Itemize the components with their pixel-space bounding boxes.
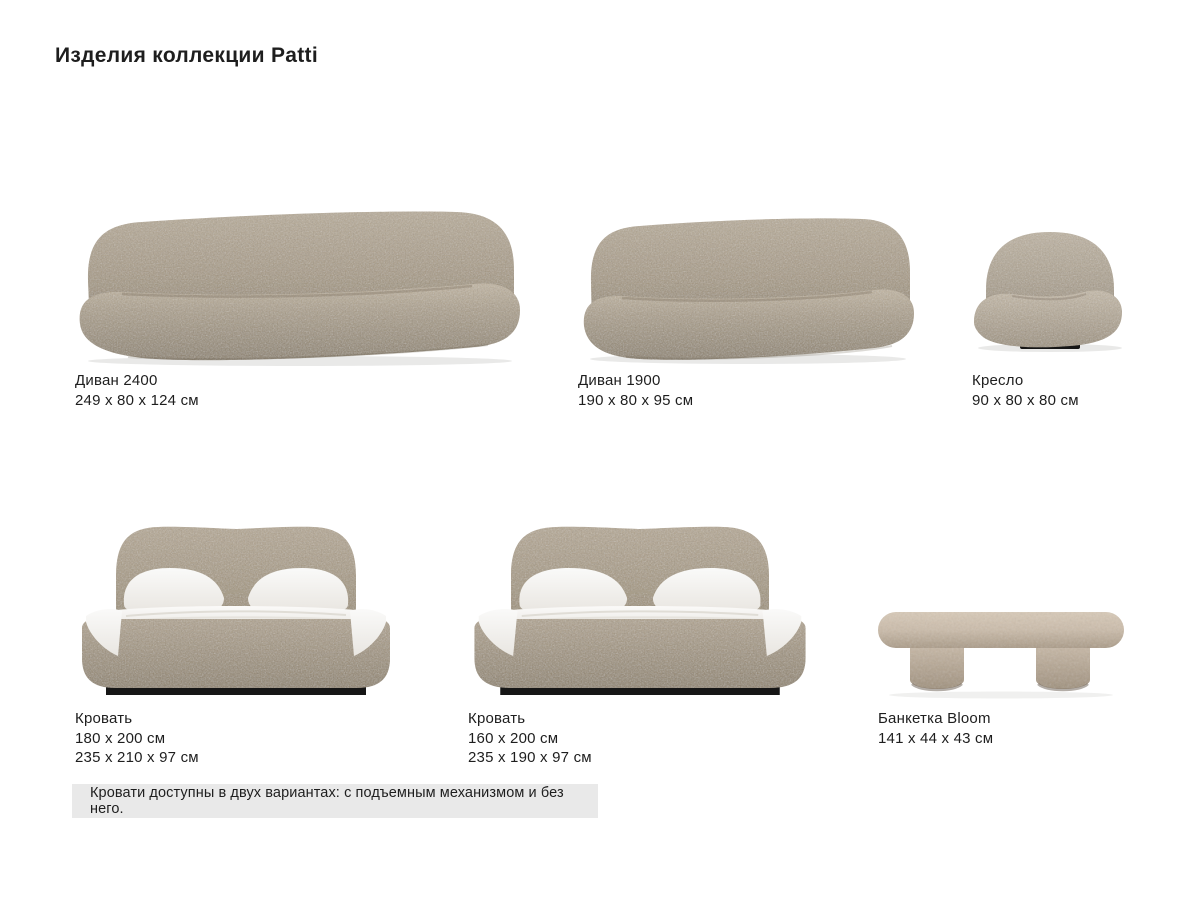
- product-name: Диван 2400: [75, 372, 158, 389]
- product-dimensions: 141 x 44 x 43 см: [878, 729, 994, 747]
- product-label-armchair: [972, 371, 1079, 410]
- product-dimensions: 249 x 80 x 124 см: [75, 391, 199, 409]
- sofa-1900-image: [574, 202, 922, 366]
- sofa-2400-image: [68, 198, 530, 368]
- page-title: Изделия коллекции Patti: [55, 44, 318, 67]
- product-label-bed-180: [75, 709, 199, 768]
- product-name: Банкетка Bloom: [878, 710, 991, 727]
- product-label-bench-bloom: [878, 709, 993, 748]
- product-name: Кровать: [75, 710, 133, 727]
- product-dimensions: 235 x 210 x 97 см: [75, 749, 199, 766]
- armchair-image: [964, 206, 1134, 354]
- product-label-bed-160: [468, 709, 592, 768]
- product-name: Кресло: [972, 372, 1024, 389]
- bed-180-image: [76, 516, 396, 702]
- product-dimensions: 235 x 190 x 97 см: [468, 749, 592, 766]
- product-dimensions: 90 x 80 x 80 см: [972, 391, 1079, 409]
- product-name: Диван 1900: [578, 372, 661, 389]
- product-dimensions: 180 x 200 см: [75, 729, 166, 747]
- bed-160-image: [468, 516, 812, 702]
- bench-bloom-image: [872, 600, 1130, 700]
- note-text: Кровати доступны в двух вариантах: с подъемным механизмом и без него.: [90, 785, 564, 817]
- product-name: Кровать: [468, 710, 526, 727]
- product-dimensions: 160 x 200 см: [468, 729, 559, 747]
- product-label-sofa-2400: [75, 371, 199, 410]
- beds-variants-note: [72, 784, 598, 818]
- product-dimensions: 190 x 80 x 95 см: [578, 391, 694, 409]
- product-label-sofa-1900: [578, 371, 693, 410]
